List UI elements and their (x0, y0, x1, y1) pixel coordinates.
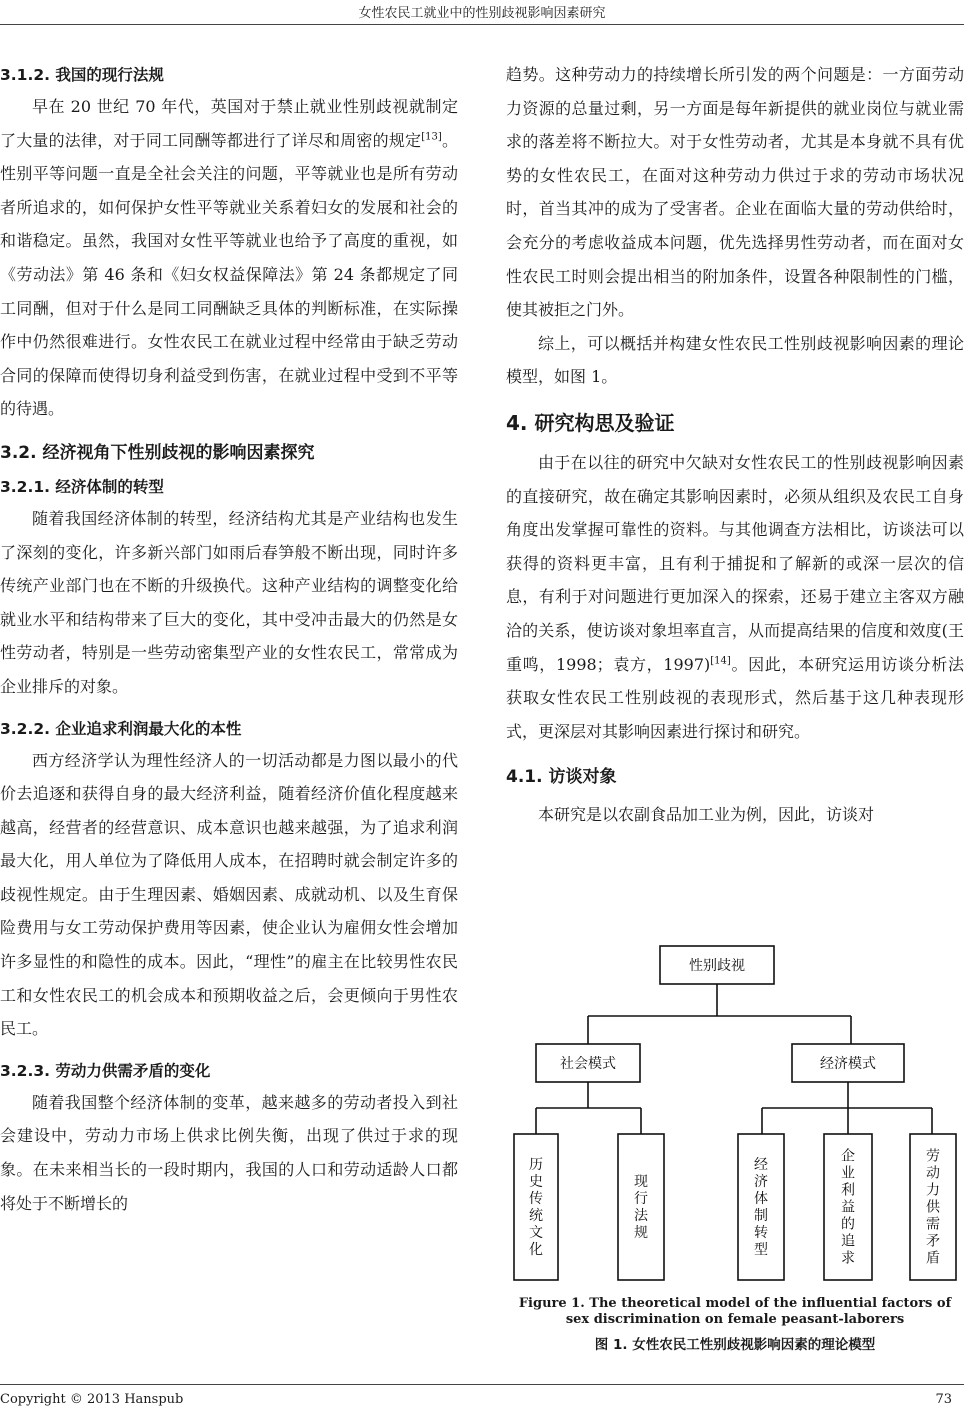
figure-1-svg (506, 938, 964, 1298)
leaf-label: 企业利益的追求 (841, 1148, 855, 1267)
section-4-title: 4. 研究构思及验证 (506, 410, 675, 435)
economic-model-label: 经济模式 (820, 1056, 876, 1072)
left-column (0, 58, 458, 1220)
figure-caption-en: Figure 1. The theoretical model of the influential factors of sex discrimination on female peasant-laborers (518, 1296, 952, 1327)
leaf-label: 劳动力供需矛盾 (926, 1148, 940, 1267)
page-number: 73 (935, 1392, 952, 1407)
citation: [13] (421, 131, 442, 143)
leaf-label: 经济体制转型 (754, 1157, 768, 1258)
citation: [14] (710, 655, 731, 667)
paragraph: 综上，可以概括并构建女性农民工性别歧视影响因素的理论模型，如图 1。 (506, 333, 964, 387)
leaf-history-culture-box (514, 1134, 558, 1280)
right-column (506, 58, 964, 832)
social-model-label: 社会模式 (560, 1056, 616, 1072)
figure-1-diagram (506, 938, 964, 1298)
leaf-label: 现行法规 (634, 1174, 648, 1241)
paragraph (0, 90, 458, 426)
paragraph: 趋势。这种劳动力的持续增长所引发的两个问题是：一方面劳动力资源的总量过剩，另一方面是每年新提供的就业岗位与就业需求的落差将不断拉大。对于女性劳动者，尤其是本身就不具有优势的女性农民工，在面对这种劳动力供过于求的劳动市场状况时，首当其冲的成为了受害者。企业在面临大量的劳动供给时，会充分的考虑收益成本问题，优先选择男性劳动者，而在面对女性农民工时则会提出相当的附加条件，设置各种限制性的门槛，使其被拒之门外。 (506, 65, 964, 320)
paragraph: 西方经济学认为理性经济人的一切活动都是力图以最小的代价去追逐和获得自身的最大经济利益，随着经济价值化程度越来越高，经营者的经营意识、成本意识也越来越强，为了追求利润最大化，用人单位为了降低用人成本，在招聘时就会制定许多的歧视性规定。由于生理因素、婚姻因素、成就动机、以及生育保险费用与女工劳动保护费用等因素，使企业认为雇佣女性会增加许多显性的和隐性的成本。因此，“理性”的雇主在比较男性农民工和女性农民工的机会成本和预期收益之后，会更倾向于男性农民工。 (0, 750, 458, 1039)
paragraph-text: 早在 20 世纪 70 年代，英国对于禁止就业性别歧视就制定了大量的法律，对于同工同酬等都进行了详尽和周密的规定 (0, 97, 458, 150)
leaf-current-law-box (618, 1134, 664, 1280)
paragraph (506, 446, 964, 748)
leaf-labels (529, 1149, 941, 1267)
root-node-label: 性别歧视 (689, 958, 745, 974)
footer-rule (0, 1384, 964, 1385)
leaf-label: 历史传统文化 (529, 1157, 543, 1258)
paragraph: 本研究是以农副食品加工业为例，因此，访谈对 (538, 805, 875, 825)
section-3-2-title: 3.2. 经济视角下性别歧视的影响因素探究 (0, 442, 315, 463)
leaf-economic-transition-box (738, 1134, 784, 1280)
paragraph: 随着我国整个经济体制的变革，越来越多的劳动者投入到社会建设中，劳动力市场上供求比例失衡，出现了供过于求的现象。在未来相当长的一段时期内，我国的人口和劳动适龄人口都将处于不断增长的 (0, 1092, 458, 1213)
running-header: 女性农民工就业中的性别歧视影响因素研究 (358, 6, 606, 21)
figure-caption-zh: 图 1. 女性农民工性别歧视影响因素的理论模型 (594, 1337, 876, 1353)
paragraph-text: 。因此，本研究运用访谈分析法获取女性农民工性别歧视的表现形式，然后基于这几种表现形式，更深层对其影响因素进行探讨和研究。 (506, 654, 964, 741)
footer-copyright: Copyright © 2013 Hanspub (0, 1392, 184, 1407)
section-3-2-2-title: 3.2.2. 企业追求利润最大化的本性 (0, 719, 242, 738)
section-3-1-2-title: 3.1.2. 我国的现行法规 (0, 66, 164, 84)
paragraph-text: 由于在以往的研究中欠缺对女性农民工的性别歧视影响因素的直接研究，故在确定其影响因素时，必须从组织及农民工自身角度出发掌握可靠性的资料。与其他调查方法相比，访谈法可以获得的资料更丰富，且有利于捕捉和了解新的或深一层次的信息，有利于对问题进行更加深入的探索，还易于建立主客双方融洽的关系，使访谈对象坦率直言，从而提高结果的信度和效度(王重鸣，1998；袁方，1997) (506, 452, 964, 674)
paragraph: 随着我国经济体制的转型，经济结构尤其是产业结构也发生了深刻的变化，许多新兴部门如雨后春笋般不断出现，同时许多传统产业部门也在不断的升级换代。这种产业结构的调整变化给就业水平和结构带来了巨大的变化，其中受冲击最大的仍然是女性劳动者，特别是一些劳动密集型产业的女性农民工，常常成为企业排斥的对象。 (0, 508, 458, 696)
section-3-2-3-title: 3.2.3. 劳动力供需矛盾的变化 (0, 1061, 211, 1080)
header-rule (0, 24, 964, 25)
section-3-2-1-title: 3.2.1. 经济体制的转型 (0, 477, 164, 496)
paragraph-text: 。性别平等问题一直是全社会关注的问题，平等就业也是所有劳动者所追求的，如何保护女性平等就业关系着妇女的发展和社会的和谐稳定。虽然，我国对女性平等就业也给予了高度的重视，如《劳动法》第 46 条和《妇女权益保障法》第 24 条都规定了同工同酬，但对于什么是同工同酬缺乏具体的判断标准，在实际操作中仍然很难进行。女性农民工在就业过程中经常由于缺乏劳动合同的保障而使得切身利益受到伤害，在就业过程中受到不平等的待遇。 (0, 130, 458, 419)
section-4-1-title: 4.1. 访谈对象 (506, 767, 617, 788)
